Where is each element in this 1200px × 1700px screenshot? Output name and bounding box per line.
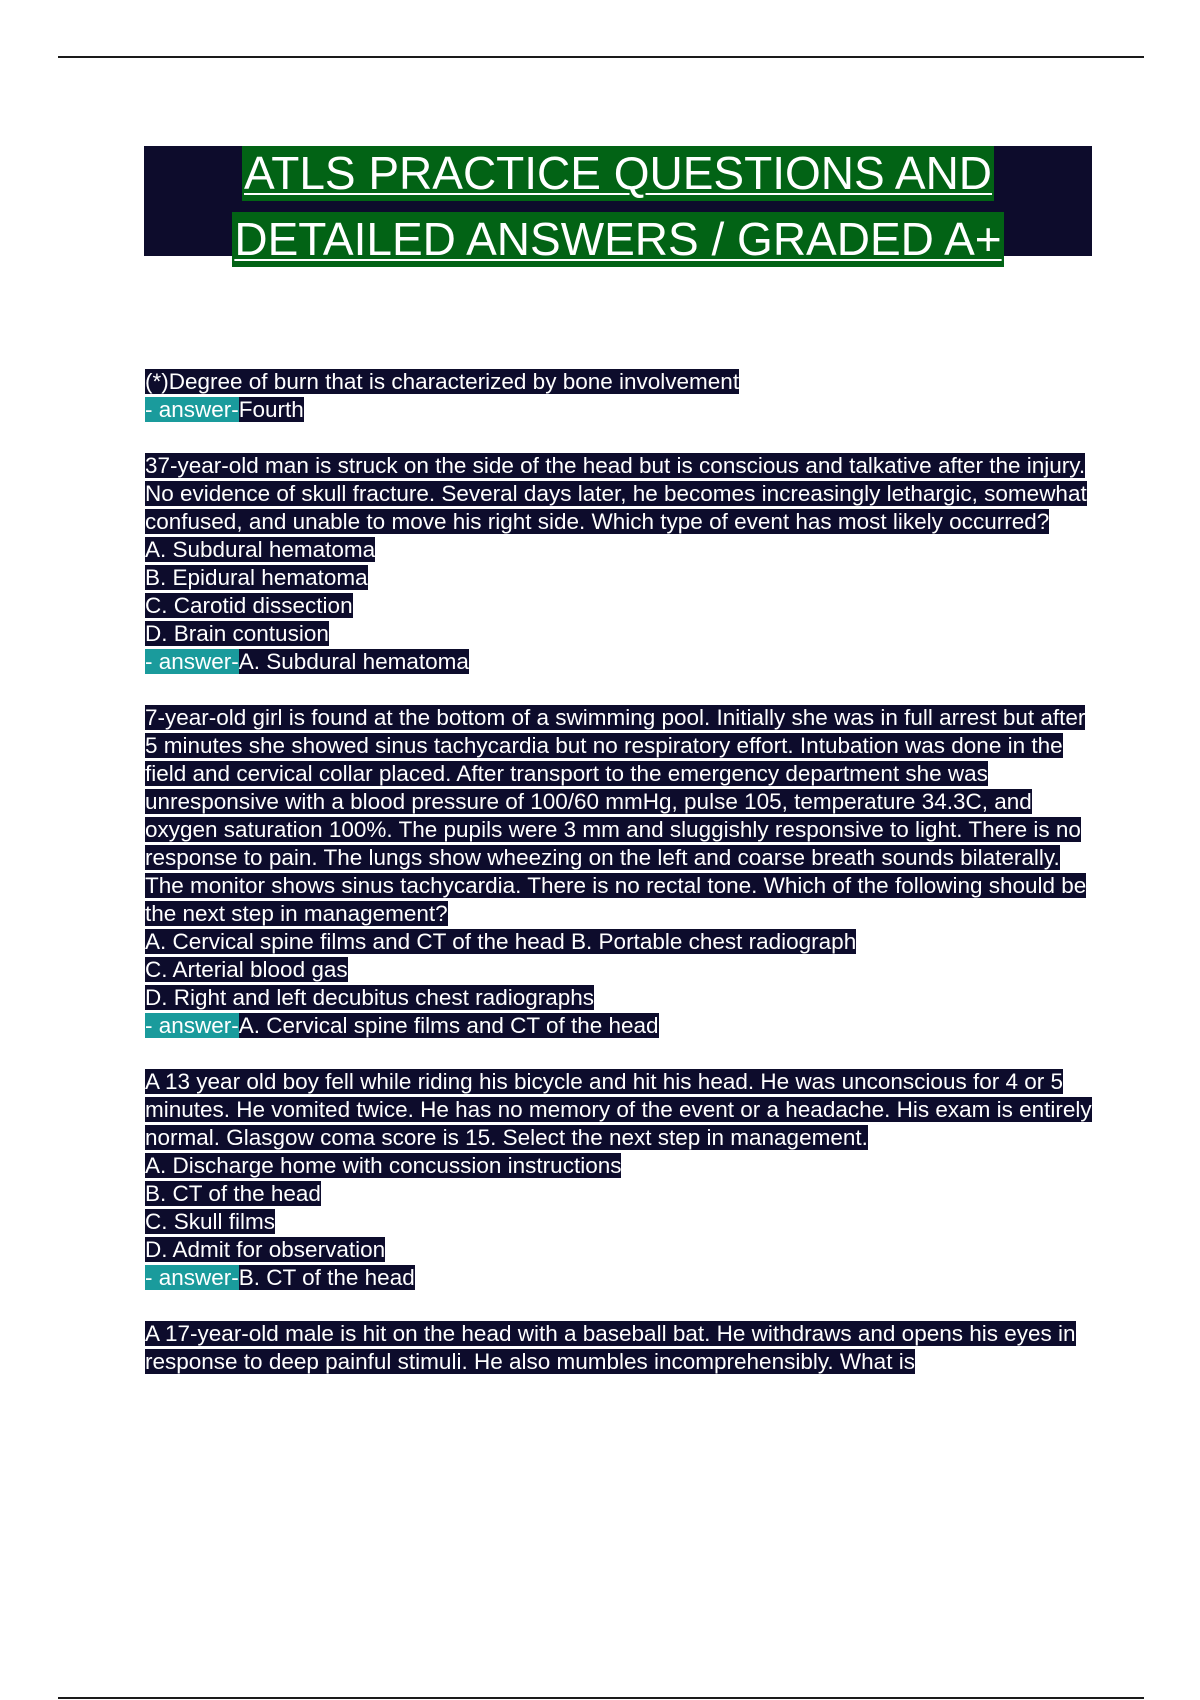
option-c: C. Skull films xyxy=(145,1209,276,1234)
question-text: A 13 year old boy fell while riding his bicycle and hit his head. He was unconscious for 4 or 5 minutes. He vomited twice. He has no memory of the event or a headache. His exam is entirely normal. Glasgow coma score is 15. Select the next step in management. xyxy=(145,1069,1092,1150)
title-banner xyxy=(144,146,1092,265)
question-block-4 xyxy=(145,1068,1095,1292)
option-b: B. CT of the head xyxy=(145,1181,321,1206)
question-block-3 xyxy=(145,704,1095,1040)
option-d: D. Brain contusion xyxy=(145,621,329,646)
question-text: A 17-year-old male is hit on the head with a baseball bat. He withdraws and opens his eyes in response to deep painful stimuli. He also mumbles incomprehensibly. What is xyxy=(145,1321,1076,1374)
answer-value: A. Subdural hematoma xyxy=(238,649,469,674)
bottom-rule xyxy=(58,1697,1144,1699)
answer-line xyxy=(145,1012,1095,1040)
answer-tag: - answer- xyxy=(145,1013,239,1038)
option-a: A. Subdural hematoma xyxy=(145,537,376,562)
answer-line xyxy=(145,648,1095,676)
answer-tag: - answer- xyxy=(145,1265,239,1290)
question-text: (*)Degree of burn that is characterized by bone involvement xyxy=(145,369,740,394)
answer-line xyxy=(145,396,1095,424)
answer-line xyxy=(145,1264,1095,1292)
question-block-5 xyxy=(145,1320,1095,1376)
title-line-2: DETAILED ANSWERS / GRADED A+ xyxy=(234,213,1002,265)
question-block-1 xyxy=(145,368,1095,424)
answer-value: A. Cervical spine films and CT of the head xyxy=(238,1013,659,1038)
question-text: 7-year-old girl is found at the bottom of a swimming pool. Initially she was in full arrest but after 5 minutes she showed sinus tachycardia but no respiratory effort. Intubation was done in the field and cervical collar placed. After transport to the emergency department she was unresponsive with a blood pressure of 100/60 mmHg, pulse 105, temperature 34.3C, and oxygen saturation 100%. The pupils were 3 mm and sluggishly responsive to light. There is no response to pain. The lungs show wheezing on the left and coarse breath sounds bilaterally. The monitor shows sinus tachycardia. There is no rectal tone. Which of the following should be the next step in management? xyxy=(145,705,1087,926)
option-a-b: A. Cervical spine films and CT of the head B. Portable chest radiograph xyxy=(145,929,857,954)
option-a: A. Discharge home with concussion instructions xyxy=(145,1153,622,1178)
option-d: D. Right and left decubitus chest radiographs xyxy=(145,985,595,1010)
option-c: C. Arterial blood gas xyxy=(145,957,348,982)
answer-value: Fourth xyxy=(238,397,304,422)
option-c: C. Carotid dissection xyxy=(145,593,353,618)
title-line-1: ATLS PRACTICE QUESTIONS AND xyxy=(243,147,993,199)
answer-tag: - answer- xyxy=(145,397,239,422)
option-b: B. Epidural hematoma xyxy=(145,565,368,590)
answer-value: B. CT of the head xyxy=(238,1265,415,1290)
question-block-2 xyxy=(145,452,1095,676)
top-rule xyxy=(58,56,1144,58)
option-d: D. Admit for observation xyxy=(145,1237,386,1262)
question-text: 37-year-old man is struck on the side of the head but is conscious and talkative after the injury. No evidence of skull fracture. Several days later, he becomes increasingly lethargic, somewhat confused, and unable to move his right side. Which type of event has most likely occurred? xyxy=(145,453,1087,534)
answer-tag: - answer- xyxy=(145,649,239,674)
qa-content xyxy=(145,368,1095,1404)
